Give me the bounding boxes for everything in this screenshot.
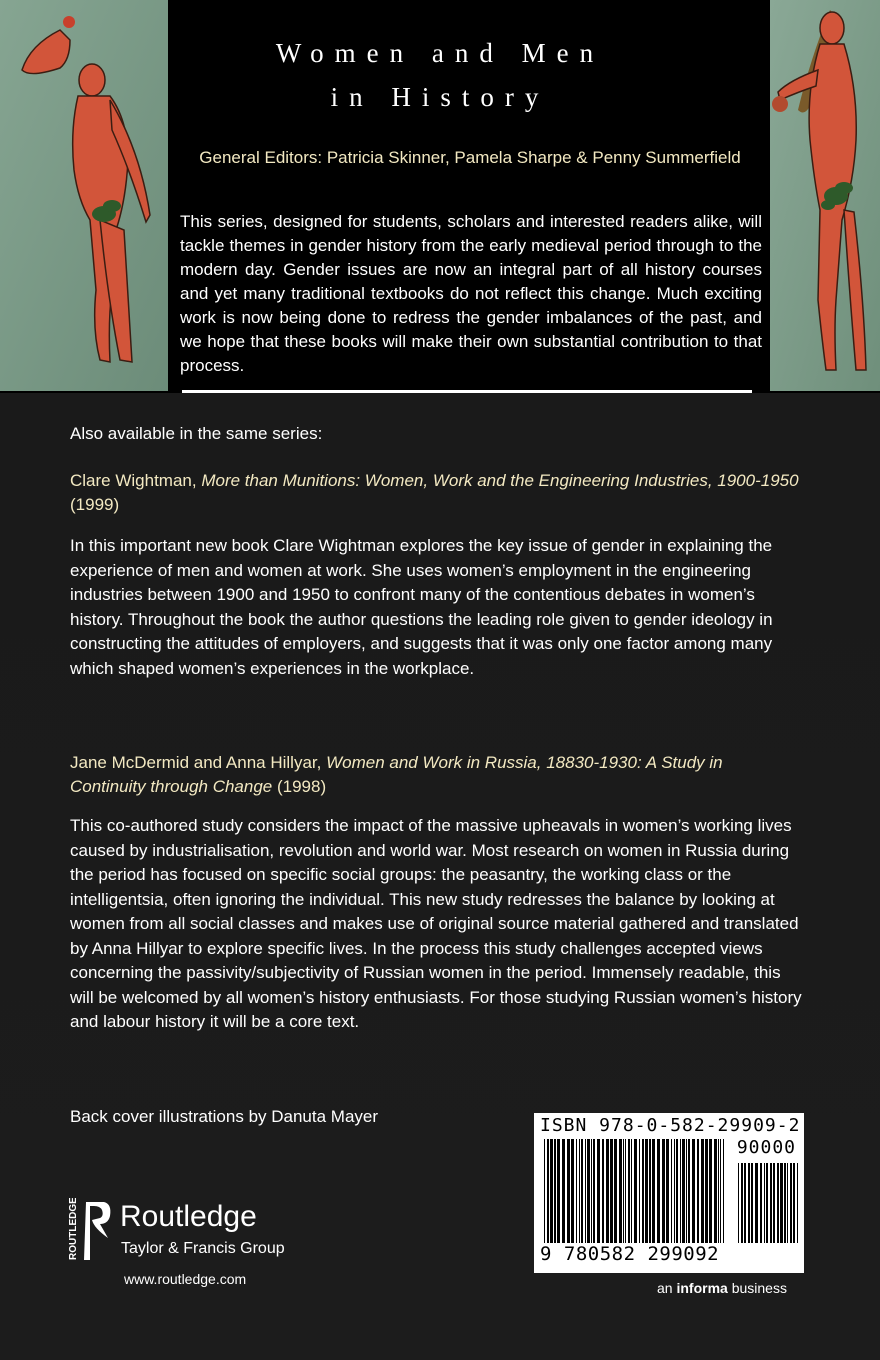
barcode-bar <box>718 1139 719 1243</box>
barcode-bar <box>705 1139 708 1243</box>
barcode-bar <box>773 1163 775 1243</box>
barcode-bar <box>550 1139 553 1243</box>
publisher-url[interactable]: www.routledge.com <box>124 1271 247 1287</box>
informa-prefix: an <box>657 1280 673 1296</box>
barcode-bar <box>585 1139 586 1243</box>
barcode-bar <box>709 1139 712 1243</box>
barcode-bar <box>751 1163 753 1243</box>
barcode-bar <box>619 1139 622 1243</box>
barcode-bar <box>606 1139 609 1243</box>
divider <box>182 390 752 393</box>
barcode-bar <box>587 1139 590 1243</box>
also-available-heading: Also available in the same series: <box>70 424 323 443</box>
barcode-bar <box>639 1139 640 1243</box>
barcode-bar <box>597 1139 600 1243</box>
barcode-bar <box>784 1163 786 1243</box>
publisher-group: Taylor & Francis Group <box>121 1240 285 1257</box>
barcode-bar <box>741 1163 743 1243</box>
barcode-bar <box>682 1139 685 1243</box>
book-2-year: (1998) <box>276 777 327 796</box>
barcode-bar <box>591 1139 592 1243</box>
barcode-bar <box>686 1139 687 1243</box>
barcode-bar <box>581 1139 583 1243</box>
barcode-bar <box>544 1139 545 1243</box>
barcode-bar <box>744 1163 746 1243</box>
barcode-bar <box>562 1139 565 1243</box>
barcode-bar <box>671 1139 672 1243</box>
barcode-bar <box>631 1139 632 1243</box>
isbn-text: ISBN 978-0-582-29909-2 <box>540 1115 801 1136</box>
book-2-title: Women and Work in Russia, 18830-1930: A Study in Continuity through Change <box>70 753 723 796</box>
book-2-description: This co-authored study considers the impact of the massive upheavals in women’s working lives caused by industrialisation, revolution and world war. Most research on women in Russia during the period has focused on specific social groups: the peasantry, the working class or the intelligentsia, often ignoring the individual. This new study redresses the balance by looking at women from all social classes and makes use of original source material gathered and translated by Anna Hillyar to explore specific lives. In the process this study challenges accepted views concerning the passivity/subjectivity of Russian women in the period. Immensely readable, this will be welcomed by all women’s history enthusiasts. For those studying Russian women’s history and labour history it will be a core text. <box>70 816 802 1031</box>
barcode-bar <box>614 1139 617 1243</box>
routledge-vertical-mark: ROUTLEDGE <box>68 1198 79 1260</box>
barcode-bar <box>777 1163 779 1243</box>
barcode-bar <box>787 1163 788 1243</box>
barcode-bar <box>676 1139 678 1243</box>
barcode-bar <box>625 1139 626 1243</box>
barcode-addon-bars <box>738 1163 798 1243</box>
series-title-line1: Women and Men <box>275 38 605 68</box>
book-1-description: In this important new book Clare Wightman explores the key issue of gender in explaining the experience of men and women at work. She uses women’s employment in the engineering industries between 1900 and 1950 to confront many of the contentious debates in women’s history. Throughout the book the author questions the leading role given to gender ideology in constructing the attitudes of employers, and suggests that it was only one factor among many which shaped women’s experiences in the workplace. <box>70 536 773 678</box>
barcode-bar <box>645 1139 648 1243</box>
barcode-bar <box>634 1139 637 1243</box>
barcode-bar <box>657 1139 660 1243</box>
book-1-heading <box>70 469 800 517</box>
barcode-bar <box>680 1139 681 1243</box>
barcode-bar <box>748 1163 750 1243</box>
barcode-bar <box>649 1139 651 1243</box>
barcode-bar <box>720 1139 721 1243</box>
informa-brand: informa <box>676 1280 728 1296</box>
barcode-bar <box>688 1139 690 1243</box>
book-1-title: More than Munitions: Women, Work and the Engineering Industries, 1900-1950 <box>201 471 799 490</box>
barcode-bar <box>701 1139 704 1243</box>
barcode-bar <box>623 1139 624 1243</box>
barcode-bars <box>544 1139 724 1243</box>
book-2-author: Jane McDermid and Anna Hillyar, <box>70 753 322 772</box>
barcode-bar <box>602 1139 604 1243</box>
series-title-line2: in History <box>330 82 550 112</box>
general-editors: General Editors: Patricia Skinner, Pamela Sharpe & Penny Summerfield <box>199 148 741 167</box>
barcode-bar <box>764 1163 765 1243</box>
barcode-bar <box>642 1139 644 1243</box>
publisher-name: Routledge <box>120 1200 257 1233</box>
barcode-bar <box>567 1139 570 1243</box>
barcode-bar <box>780 1163 783 1243</box>
barcode-bar <box>697 1139 699 1243</box>
informa-suffix: business <box>731 1280 787 1296</box>
book-1-year: (1999) <box>70 495 120 514</box>
routledge-logo-icon <box>64 1198 114 1264</box>
barcode-bar <box>610 1139 613 1243</box>
barcode-bar <box>790 1163 792 1243</box>
price-code: 90000 <box>736 1137 796 1158</box>
barcode-bar <box>547 1139 549 1243</box>
barcode-bar <box>714 1139 717 1243</box>
barcode-bar <box>554 1139 556 1243</box>
barcode-bar <box>666 1139 669 1243</box>
barcode-bar <box>662 1139 665 1243</box>
barcode-bar <box>674 1139 675 1243</box>
barcode-bar <box>576 1139 577 1243</box>
barcode-bar <box>770 1163 772 1243</box>
book-2-heading <box>70 751 800 799</box>
barcode-bar <box>755 1163 758 1243</box>
barcode-bar <box>723 1139 724 1243</box>
book-1-author: Clare Wightman, <box>70 471 197 490</box>
barcode-bar <box>628 1139 630 1243</box>
series-blurb: This series, designed for students, scholars and interested readers alike, will tackle themes in gender history from the early medieval period through to the modern day. Gender issues are now an integral part of all history courses and yet many traditional textbooks do not reflect this change. Much exciting work is now being done to redress the gender imbalances of the past, and we hope that these books will make their own substantial contribution to that process. <box>180 212 762 375</box>
barcode-bar <box>738 1163 739 1243</box>
barcode-bar <box>652 1139 655 1243</box>
barcode <box>534 1113 804 1273</box>
barcode-bar <box>579 1139 580 1243</box>
barcode-bar <box>797 1163 798 1243</box>
barcode-bar <box>793 1163 795 1243</box>
ean-number: 9 780582 299092 <box>540 1243 720 1265</box>
informa-tagline <box>657 1280 787 1296</box>
barcode-bar <box>692 1139 695 1243</box>
barcode-bar <box>766 1163 768 1243</box>
barcode-bar <box>760 1163 762 1243</box>
barcode-bar <box>557 1139 560 1243</box>
barcode-bar <box>571 1139 574 1243</box>
barcode-bar <box>593 1139 595 1243</box>
illustration-credit: Back cover illustrations by Danuta Mayer <box>70 1107 379 1126</box>
